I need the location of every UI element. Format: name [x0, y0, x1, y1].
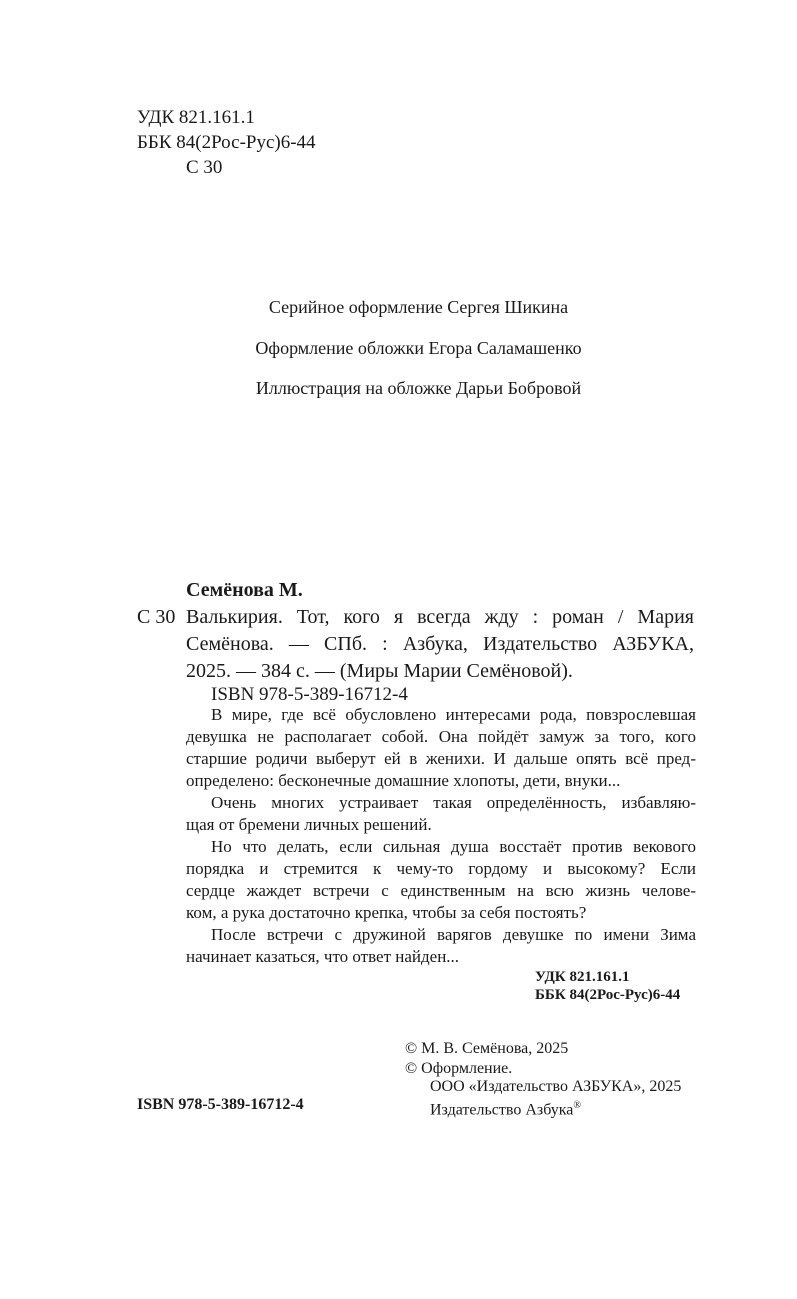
- annotation-line: Очень многих устраивает такая определённость, избавляю-: [211, 793, 696, 812]
- annotation-line: девушка не располагает собой. Она пойдёт замуж за того, кого: [186, 727, 696, 746]
- udk-code-bottom: УДК 821.161.1: [535, 969, 630, 985]
- annotation-line: Но что делать, если сильная душа восстаёт против векового: [211, 837, 696, 856]
- annotation-line: определено: бесконечные домашние хлопоты, дети, внуки...: [186, 771, 621, 790]
- card-entry-line: Валькирия. Тот, кого я всегда жду : роман / Мария: [186, 606, 694, 628]
- annotation-line: ком, а рука достаточно крепка, чтобы за себя постоять?: [186, 903, 587, 922]
- card-entry-line: Семёнова. — СПб. : Азбука, Издательство АЗБУКА,: [186, 633, 694, 655]
- annotation-line: сердце жаждет встречи с единственным на всю жизнь челове-: [186, 881, 696, 900]
- cover-design-credit: Оформление обложки Егора Саламашенко: [255, 338, 582, 358]
- bbk-code-top: ББК 84(2Рос-Рус)6-44: [137, 132, 316, 153]
- registered-mark: ®: [573, 1100, 581, 1111]
- card-isbn: ISBN 978-5-389-16712-4: [211, 684, 408, 705]
- bbk-code-bottom: ББК 84(2Рос-Рус)6-44: [535, 987, 681, 1003]
- annotation-line: щая от бремени личных решений.: [186, 815, 432, 834]
- annotation-line: порядка и стремится к чему-то гордому и высокому? Если: [186, 859, 696, 878]
- annotation-line: старшие родичи выберут ей в женихи. И дальше опять всё пред-: [186, 749, 696, 768]
- publisher-name: Издательство Азбука: [430, 1101, 574, 1119]
- publisher-line: ООО «Издательство АЗБУКА», 2025: [430, 1078, 682, 1095]
- annotation-line: В мире, где всё обусловлено интересами рода, повзрослевшая: [211, 705, 696, 724]
- annotation-line: начинает казаться, что ответ найден...: [186, 947, 460, 966]
- isbn-bottom: ISBN 978-5-389-16712-4: [137, 1096, 304, 1113]
- author-mark-top: С 30: [186, 157, 223, 178]
- publisher-line: [430, 1096, 581, 1120]
- illustration-credit: Иллюстрация на обложке Дарьи Бобровой: [255, 378, 582, 398]
- series-design-credit: Серийное оформление Сергея Шикина: [268, 297, 569, 317]
- card-entry-line: 2025. — 384 с. — (Миры Марии Семёновой).: [186, 660, 573, 682]
- udk-code-top: УДК 821.161.1: [137, 107, 255, 128]
- card-author: Семёнова М.: [186, 579, 303, 601]
- copyright-author: © М. В. Семёнова, 2025: [405, 1040, 569, 1057]
- card-author-mark: С 30: [137, 606, 176, 628]
- annotation-line: После встречи с дружиной варягов девушке по имени Зима: [211, 925, 696, 944]
- annotation: [186, 704, 696, 968]
- copyright-design: © Оформление.: [405, 1060, 513, 1077]
